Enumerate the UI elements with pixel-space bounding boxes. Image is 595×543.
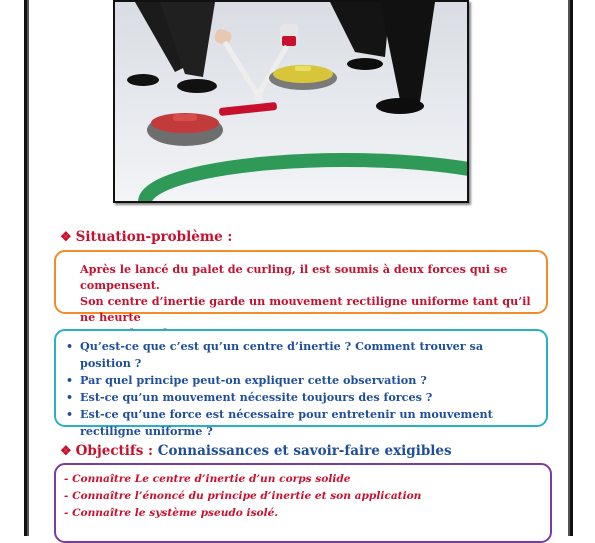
question-item <box>66 372 536 389</box>
question-item <box>66 389 536 406</box>
objective-item: - Connaître Le centre d’inertie d’un corps solide <box>64 473 351 485</box>
objective-item: - Connaître le système pseudo isolé. <box>64 507 279 519</box>
bullet-icon: • <box>66 374 74 387</box>
question-item <box>66 406 536 440</box>
curling-photo <box>113 0 469 203</box>
bullet-icon: • <box>66 408 74 421</box>
objectives-box <box>54 463 552 543</box>
diamond-icon: ❖ <box>60 230 72 245</box>
situation-title-text: Situation-problème : <box>75 229 233 245</box>
questions-list <box>66 338 536 440</box>
question-text-continued: rectiligne uniforme ? <box>80 424 213 438</box>
situation-text-line1: Après le lancé du palet de curling, il est soumis à deux forces qui se compensent. <box>80 262 508 292</box>
question-text: Qu’est-ce que c’est qu’un centre d’inertie ? Comment trouver sa position ? <box>80 339 484 370</box>
question-text: Par quel principe peut-on expliquer cette observation ? <box>80 373 427 387</box>
diamond-icon: ❖ <box>60 444 72 459</box>
question-text: Est-ce qu’un mouvement nécessite toujours des forces ? <box>80 390 433 404</box>
objectives-title-text: Objectifs : <box>75 443 154 459</box>
question-text: Est-ce qu’une force est nécessaire pour entretenir un mouvement <box>80 407 493 421</box>
situation-problem-box <box>54 250 548 324</box>
bullet-icon: • <box>66 340 74 353</box>
objectives-title <box>60 443 452 459</box>
question-item <box>66 338 536 372</box>
objective-item: - Connaître l’énoncé du principe d’inertie et son application <box>64 490 422 502</box>
situation-text-line2: Son centre d’inertie garde un mouvement rectiligne uniforme tant qu’il ne heurte <box>80 294 531 324</box>
bullet-icon: • <box>66 391 74 404</box>
questions-box <box>54 329 548 438</box>
objectives-subtitle: Connaissances et savoir-faire exigibles <box>157 443 452 459</box>
curling-scene <box>115 2 467 201</box>
situation-problem-title <box>60 229 232 245</box>
